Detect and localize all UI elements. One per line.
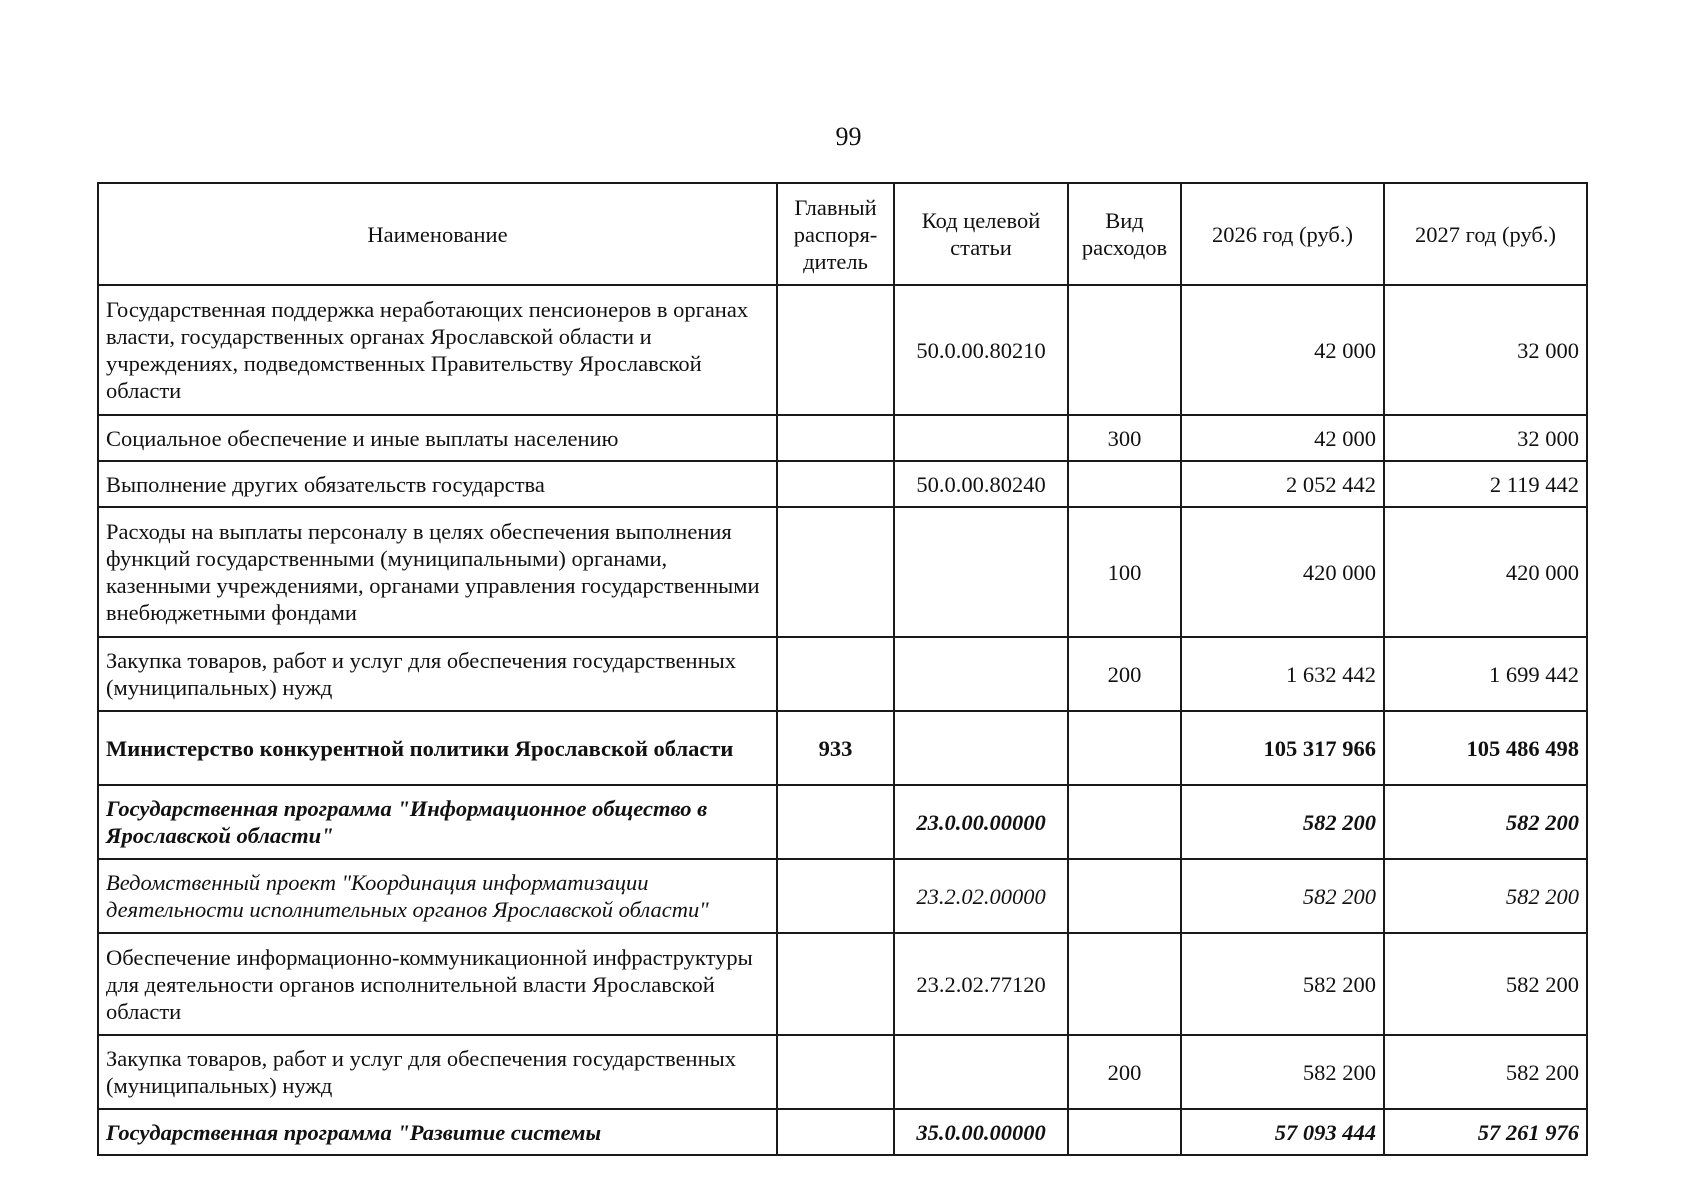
header-year-2026: 2026 год (руб.) (1181, 183, 1384, 285)
cell-year-2026: 105 317 966 (1181, 711, 1384, 785)
cell-name: Министерство конкурентной политики Ярославской области (98, 711, 777, 785)
header-code: Код целевой статьи (894, 183, 1068, 285)
cell-year-2027: 582 200 (1384, 1035, 1587, 1109)
cell-org: 933 (777, 711, 894, 785)
cell-name: Социальное обеспечение и иные выплаты населению (98, 415, 777, 461)
table-row (98, 461, 1587, 507)
cell-year-2027: 582 200 (1384, 785, 1587, 859)
page-number: 99 (835, 122, 862, 151)
cell-type (1068, 933, 1181, 1035)
header-type: Вид расходов (1068, 183, 1181, 285)
cell-year-2027: 32 000 (1384, 285, 1587, 415)
cell-year-2027: 1 699 442 (1384, 637, 1587, 711)
cell-year-2026: 420 000 (1181, 507, 1384, 637)
cell-name: Государственная программа "Развитие системы (98, 1109, 777, 1155)
table-row (98, 785, 1587, 859)
table-row (98, 1109, 1587, 1155)
cell-year-2027: 32 000 (1384, 415, 1587, 461)
cell-code: 23.2.02.00000 (894, 859, 1068, 933)
table-row (98, 859, 1587, 933)
cell-year-2026: 1 632 442 (1181, 637, 1384, 711)
cell-year-2026: 42 000 (1181, 415, 1384, 461)
cell-code: 23.2.02.77120 (894, 933, 1068, 1035)
cell-org (777, 637, 894, 711)
table-row (98, 711, 1587, 785)
cell-year-2026: 582 200 (1181, 1035, 1384, 1109)
cell-year-2026: 582 200 (1181, 785, 1384, 859)
cell-org (777, 285, 894, 415)
cell-code: 35.0.00.00000 (894, 1109, 1068, 1155)
cell-org (777, 1109, 894, 1155)
cell-year-2027: 105 486 498 (1384, 711, 1587, 785)
header-year-2027: 2027 год (руб.) (1384, 183, 1587, 285)
table-row (98, 415, 1587, 461)
cell-code (894, 507, 1068, 637)
cell-code (894, 415, 1068, 461)
cell-org (777, 1035, 894, 1109)
cell-org (777, 415, 894, 461)
cell-year-2026: 582 200 (1181, 933, 1384, 1035)
cell-name: Выполнение других обязательств государства (98, 461, 777, 507)
table-row (98, 507, 1587, 637)
table-row (98, 933, 1587, 1035)
cell-name: Государственная поддержка неработающих пенсионеров в органах власти, государственных органах Ярославской области и учреждениях, подведомственных Правительству Ярославской области (98, 285, 777, 415)
header-org: Главный распоря-дитель (777, 183, 894, 285)
cell-code: 23.0.00.00000 (894, 785, 1068, 859)
cell-org (777, 859, 894, 933)
cell-org (777, 933, 894, 1035)
cell-year-2027: 57 261 976 (1384, 1109, 1587, 1155)
cell-org (777, 461, 894, 507)
cell-name: Расходы на выплаты персоналу в целях обеспечения выполнения функций государственными (муниципальными) органами, казенными учреждениями, органами управления государственными внебюджетными фондами (98, 507, 777, 637)
cell-year-2026: 57 093 444 (1181, 1109, 1384, 1155)
cell-name: Обеспечение информационно-коммуникационной инфраструктуры для деятельности органов исполнительной власти Ярославской области (98, 933, 777, 1035)
cell-type: 100 (1068, 507, 1181, 637)
cell-type (1068, 785, 1181, 859)
cell-type (1068, 461, 1181, 507)
cell-type (1068, 285, 1181, 415)
header-name: Наименование (98, 183, 777, 285)
cell-name: Закупка товаров, работ и услуг для обеспечения государственных (муниципальных) нужд (98, 1035, 777, 1109)
cell-type: 300 (1068, 415, 1181, 461)
cell-type (1068, 1109, 1181, 1155)
cell-year-2026: 2 052 442 (1181, 461, 1384, 507)
cell-code: 50.0.00.80240 (894, 461, 1068, 507)
cell-code: 50.0.00.80210 (894, 285, 1068, 415)
table-header-row (98, 183, 1587, 285)
cell-year-2027: 420 000 (1384, 507, 1587, 637)
table-row (98, 285, 1587, 415)
table-row (98, 1035, 1587, 1109)
cell-year-2026: 42 000 (1181, 285, 1384, 415)
cell-name: Государственная программа "Информационное общество в Ярославской области" (98, 785, 777, 859)
cell-code (894, 1035, 1068, 1109)
cell-name: Закупка товаров, работ и услуг для обеспечения государственных (муниципальных) нужд (98, 637, 777, 711)
budget-table (97, 182, 1588, 1156)
cell-year-2027: 582 200 (1384, 933, 1587, 1035)
cell-org (777, 507, 894, 637)
cell-year-2027: 582 200 (1384, 859, 1587, 933)
table-row (98, 637, 1587, 711)
cell-type (1068, 859, 1181, 933)
cell-name: Ведомственный проект "Координация информатизации деятельности исполнительных органов Ярославской области" (98, 859, 777, 933)
cell-type (1068, 711, 1181, 785)
cell-code (894, 711, 1068, 785)
cell-code (894, 637, 1068, 711)
cell-year-2027: 2 119 442 (1384, 461, 1587, 507)
cell-org (777, 785, 894, 859)
cell-type: 200 (1068, 1035, 1181, 1109)
cell-year-2026: 582 200 (1181, 859, 1384, 933)
cell-type: 200 (1068, 637, 1181, 711)
